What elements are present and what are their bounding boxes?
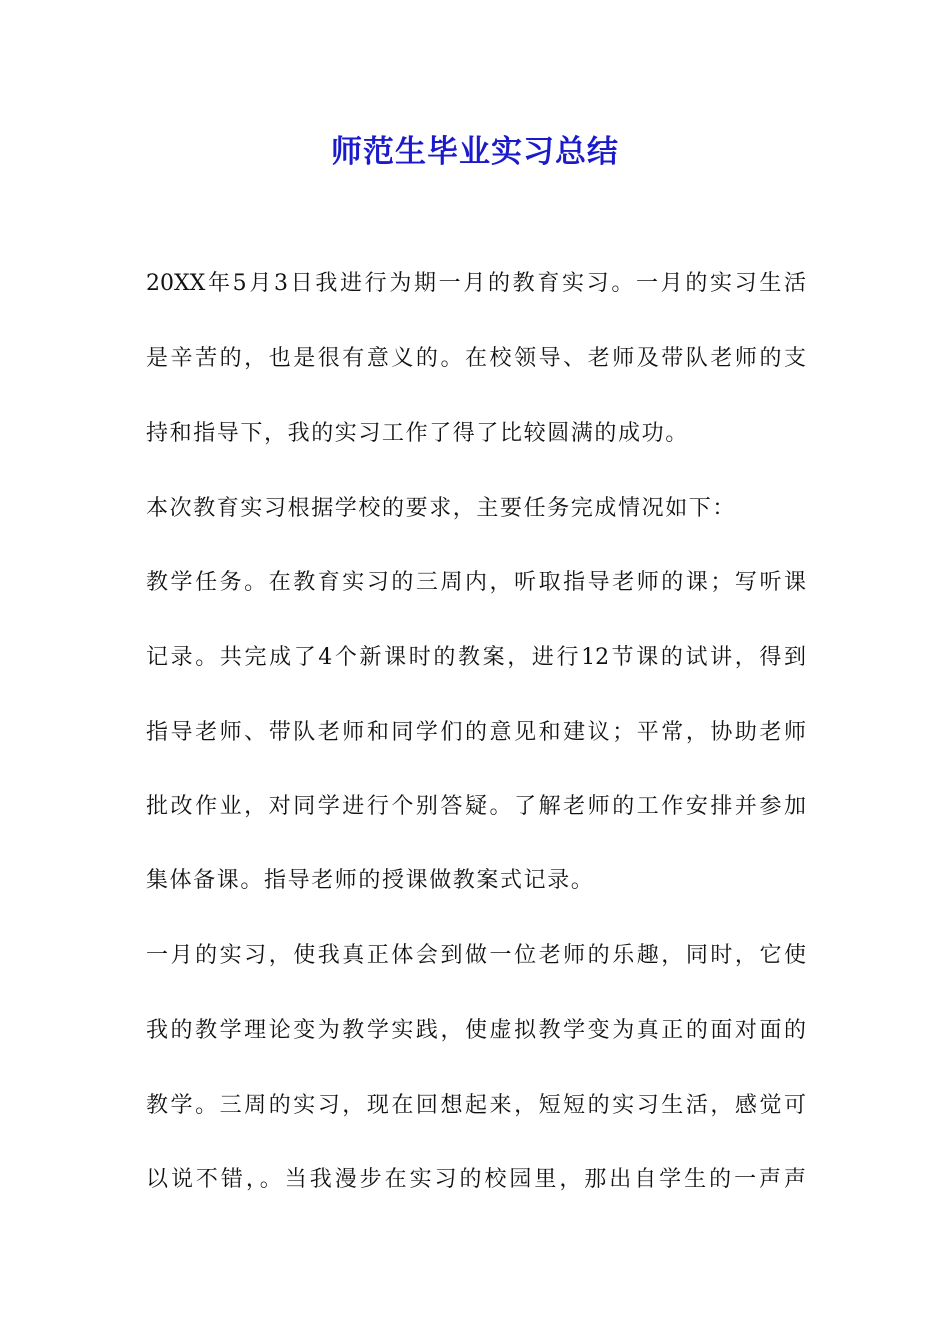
paragraph-line: 批改作业，对同学进行个别答疑。了解老师的工作安排并参加: [146, 794, 806, 819]
paragraph-line: 我的教学理论变为教学实践，使虚拟教学变为真正的面对面的: [146, 1018, 806, 1043]
paragraph-line: 以说不错，。当我漫步在实习的校园里，那出自学生的一声声: [146, 1167, 806, 1192]
paragraph-line: 持和指导下，我的实习工作了得了比较圆满的成功。: [146, 421, 689, 446]
paragraph-line: 集体备课。指导老师的授课做教案式记录。: [146, 868, 595, 893]
paragraph-line: 教学。三周的实习，现在回想起来，短短的实习生活，感觉可: [146, 1093, 806, 1118]
paragraph-line: 是辛苦的，也是很有意义的。在校领导、老师及带队老师的支: [146, 346, 806, 371]
paragraph-line: 本次教育实习根据学校的要求，主要任务完成情况如下：: [146, 496, 737, 521]
document-title: 师范生毕业实习总结: [331, 134, 619, 170]
paragraph-line: 一月的实习，使我真正体会到做一位老师的乐趣，同时，它使: [146, 943, 806, 968]
paragraph-line: 指导老师、带队老师和同学们的意见和建议；平常，协助老师: [146, 720, 806, 745]
paragraph-line: 教学任务。在教育实习的三周内，听取指导老师的课；写听课: [146, 570, 806, 595]
paragraph-line: 20XX年5月3日我进行为期一月的教育实习。一月的实习生活: [146, 271, 806, 296]
paragraph-line: 记录。共完成了4个新课时的教案，进行12节课的试讲，得到: [146, 645, 806, 670]
